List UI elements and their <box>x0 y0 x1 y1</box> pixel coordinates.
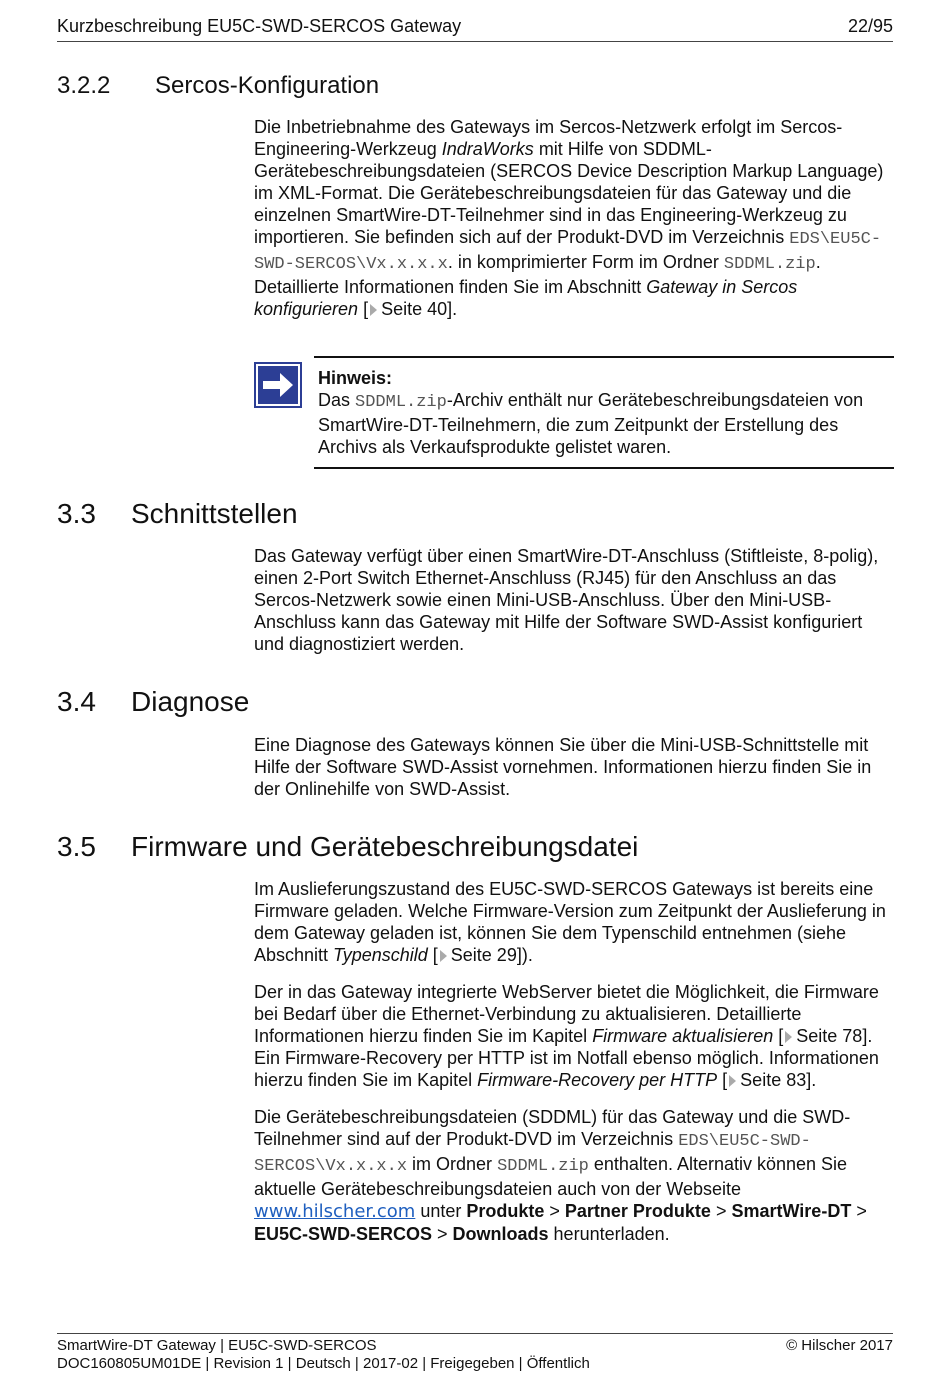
separator: > <box>544 1201 565 1221</box>
code-path: EDS\EU5C-SWD-SERCOS\Vx.x.x.x <box>254 1132 811 1176</box>
code-filename: SDDML.zip <box>355 393 447 412</box>
cross-reference[interactable]: Typenschild <box>333 945 428 965</box>
separator: > <box>851 1201 867 1221</box>
text: herunterladen. <box>548 1224 670 1244</box>
section-title: Sercos-Konfiguration <box>155 72 380 99</box>
code-filename: SDDML.zip <box>723 255 816 274</box>
footer-document-info: DOC160805UM01DE | Revision 1 | Deutsch | 2017-02 | Freigegeben | Öffentlich <box>57 1355 590 1372</box>
section-number: 3.3 <box>57 498 96 529</box>
text: Die Gerätebeschreibungsdateien (SDDML) für das Gateway und die SWD-Teilnehmer sind auf der Produkt-DVD im Verzeichnis <box>254 1107 851 1149</box>
text: unter <box>415 1201 467 1221</box>
page-link[interactable]: Seite 78 <box>796 1026 863 1046</box>
paragraph <box>254 116 894 276</box>
text: mit Hilfe von SDDML-Gerätebeschreibungsdateien (SERCOS Device Description Markup Language) im XML-Format. Die Gerätebeschreibungsdateien für das Gateway und die einzelnen SmartWire-DT-Teilnehmer sind in das Engineering-Werkzeug zu importieren. Sie befinden sich auf der Produkt-DVD im Verzeichnis <box>254 139 884 247</box>
menu-path-item: Downloads <box>452 1224 549 1244</box>
section-number: 3.2.2 <box>57 72 111 99</box>
arrow-right-icon <box>729 1075 736 1087</box>
section-title: Diagnose <box>131 686 250 717</box>
paragraph: Detaillierte Informationen finden Sie im Abschnitt Gateway in Sercos konfigurieren [ Seite 40]. <box>254 277 798 319</box>
code-path: EDS\EU5C-SWD-SERCOS\Vx.x.x.x <box>254 230 882 274</box>
separator: > <box>432 1224 453 1244</box>
note-content <box>318 367 894 458</box>
text: enthalten. Alternativ können Sie aktuelle Gerätebeschreibungsdateien auch von der Webseite <box>254 1154 848 1199</box>
menu-path-item: EU5C-SWD-SERCOS <box>254 1224 433 1244</box>
text: Im Auslieferungszustand des EU5C-SWD-SERCOS Gateways ist bereits eine Firmware geladen. Welche Firmware-Version zum Zeitpunkt der Auslieferung in dem Gateway geladen ist, können Sie dem Typenschild entnehmen (siehe Abschnitt <box>254 879 886 965</box>
page-link[interactable]: Seite 29 <box>450 945 517 965</box>
separator: > <box>710 1201 732 1221</box>
arrow-right-icon <box>440 950 447 962</box>
section-3-5-body <box>254 878 894 1245</box>
cross-reference[interactable]: Firmware-Recovery per HTTP <box>477 1070 718 1090</box>
header-title: Kurzbeschreibung EU5C-SWD-SERCOS Gateway <box>57 16 462 36</box>
text: Ein Firmware-Recovery per HTTP ist im Notfall ebenso möglich. Informationen hierzu finden Sie im Kapitel <box>254 1048 879 1090</box>
italic-text: IndraWorks <box>441 139 534 159</box>
note-box <box>314 356 894 469</box>
cross-reference[interactable]: Gateway in Sercos konfigurieren <box>254 277 798 319</box>
arrow-right-icon <box>370 304 377 316</box>
page-number: 22/95 <box>847 16 893 36</box>
section-3-3-body <box>254 545 894 655</box>
section-3-4-body <box>254 734 894 800</box>
page-link[interactable]: Seite 83 <box>740 1070 807 1090</box>
text: Der in das Gateway integrierte WebServer bietet die Möglichkeit, die Firmware bei Bedarf über die Ethernet-Verbindung zu aktualisieren. Detaillierte Informationen hierzu finden Sie im Kapitel <box>254 982 879 1046</box>
text: -Archiv enthält nur Gerätebeschreibungsdateien von SmartWire-DT-Teilnehmern, die zum Zeitpunkt der Erstellung des Archivs als Verkaufsprodukte gelistet waren. <box>318 390 864 457</box>
text: ]). <box>516 945 533 965</box>
note-arrow-icon <box>254 362 302 408</box>
section-title: Schnittstellen <box>131 498 298 529</box>
note-title: Hinweis: <box>318 368 393 388</box>
section-number: 3.5 <box>57 831 96 862</box>
page-link[interactable]: Seite 40 <box>381 299 448 319</box>
note-body <box>318 389 894 458</box>
text: Die Inbetriebnahme des Gateways im Sercos-Netzwerk erfolgt im Sercos-Engineering-Werkzeug <box>254 117 843 159</box>
paragraph: Das Gateway verfügt über einen SmartWire-DT-Anschluss (Stiftleiste, 8-polig), einen 2-Port Switch Ethernet-Anschluss (RJ45) für den Anschluss an das Sercos-Netzwerk sowie einen Mini-USB-Anschluss. Über den Mini-USB-Anschluss kann das Gateway mit Hilfe der Software SWD-Assist konfiguriert und diagnostiziert werden. <box>254 546 879 654</box>
code-filename: SDDML.zip <box>497 1157 589 1176</box>
section-3-2-2-body <box>254 116 894 320</box>
text: Detaillierte Informationen finden Sie im Abschnitt <box>254 277 647 297</box>
arrow-right-icon <box>785 1031 792 1043</box>
cross-reference[interactable]: Firmware aktualisieren <box>592 1026 774 1046</box>
page-header <box>57 15 893 42</box>
text: im Ordner <box>407 1154 498 1174</box>
section-number: 3.4 <box>57 686 96 717</box>
text: Das <box>318 390 356 410</box>
paragraph <box>254 1106 894 1245</box>
arrow-right-icon <box>254 362 302 408</box>
text: . in komprimierter Form im Ordner <box>447 252 724 272</box>
text: . <box>815 252 821 272</box>
website-link[interactable]: www.hilscher.com <box>254 1201 416 1222</box>
paragraph: Eine Diagnose des Gateways können Sie über die Mini-USB-Schnittstelle mit Hilfe der Software SWD-Assist vornehmen. Informationen hierzu finden Sie in der Onlinehilfe von SWD-Assist. <box>254 735 872 799</box>
menu-path-item: Produkte <box>466 1201 545 1221</box>
menu-path-item: Partner Produkte <box>564 1201 711 1221</box>
footer-product: SmartWire-DT Gateway | EU5C-SWD-SERCOS <box>57 1337 377 1354</box>
paragraph: Im Auslieferungszustand des EU5C-SWD-SERCOS Gateways ist bereits eine Firmware geladen. Welche Firmware-Version zum Zeitpunkt der Auslieferung in dem Gateway geladen ist, können Sie dem Typenschild entnehmen (siehe Abschnitt Typenschild [ Seite 29]). <box>254 879 886 965</box>
menu-path-item: SmartWire-DT <box>731 1201 852 1221</box>
footer-copyright: © Hilscher 2017 <box>786 1337 893 1354</box>
paragraph: Der in das Gateway integrierte WebServer bietet die Möglichkeit, die Firmware bei Bedarf über die Ethernet-Verbindung zu aktualisieren. Detaillierte Informationen hierzu finden Sie im Kapitel Firmware aktualisieren [ Seite 78]. Ein Firmware-Recovery per HTTP ist im Notfall ebenso möglich. Informationen hierzu finden Sie im Kapitel Firmware-Recovery per HTTP [ Seite 83]. <box>254 982 879 1090</box>
page-footer <box>57 1333 893 1373</box>
section-title: Firmware und Gerätebeschreibungsdatei <box>131 831 639 862</box>
